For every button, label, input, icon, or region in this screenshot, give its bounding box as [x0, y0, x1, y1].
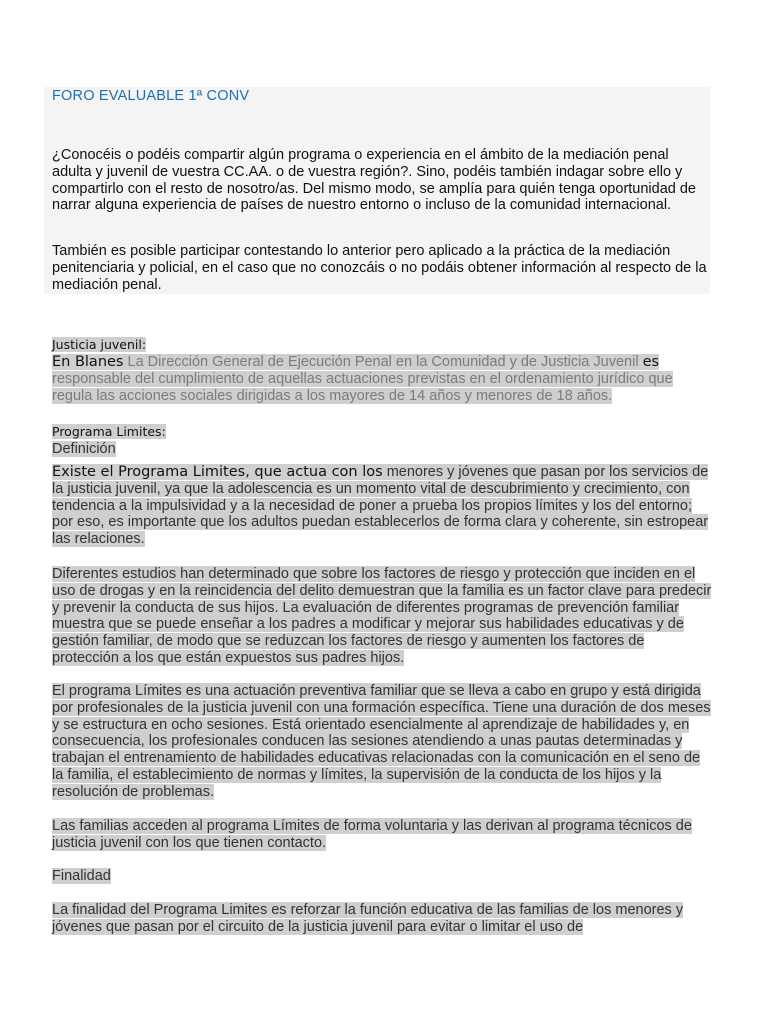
paragraph-blanes: [52, 354, 712, 404]
existe-rest: menores y jóvenes que pasan por los servicios de la justicia juvenil, ya que la adolescencia es un momento vital de descubrimiento y crecimiento, con tendencia a la impulsividad y a la necesidad de poner a prueba los propios límites y los del entorno; por eso, es importante que los adultos puedan establecerlos de forma clara y coherente, sin estropear las relaciones.: [52, 464, 709, 548]
blanes-lead: En Blanes: [52, 354, 124, 370]
paragraph-existe: [52, 464, 712, 548]
forum-title: FORO EVALUABLE 1ª CONV: [52, 88, 250, 104]
paragraph-estudios: Diferentes estudios han determinado que sobre los factores de riesgo y protección que inciden en el uso de drogas y en la reincidencia del delito demuestran que la familia es un factor clave para predecir y prevenir la conducta de sus hijos. La evaluación de diferentes programas de prevención familiar muestra que se puede enseñar a los padres a modificar y mejorar sus habilidades educativas y de gestión familiar, de modo que se reduzcan los factores de riesgo y aumenten los factores de protección a los que están expuestos sus padres hijos.: [52, 566, 712, 666]
blanes-es: es: [642, 354, 660, 370]
subheading-finalidad: Finalidad: [52, 868, 111, 884]
paragraph-familias: Las familias acceden al programa Límites de forma voluntaria y las derivan al programa técnicos de justicia juvenil con los que tienen contacto.: [52, 818, 692, 851]
section-label-justicia-juvenil: Justicia juvenil:: [52, 337, 147, 352]
subheading-definicion: Definición: [52, 441, 116, 457]
paragraph-programa: El programa Límites es una actuación preventiva familiar que se lleva a cabo en grupo y está dirigida por profesionales de la justicia juvenil con una formación específica. Tiene una duración de dos meses y se estructura en ocho sesiones. Está orientado esencialmente al aprendizaje de habilidades y, en consecuencia, los profesionales conducen las sesiones atendiendo a unas pautas determinadas y trabajan el entrenamiento de habilidades educativas relacionadas con la comunicación en el seno de la familia, el establecimiento de normas y límites, la supervisión de la conducta de los hijos y la resolución de problemas.: [52, 683, 711, 800]
blanes-rest: responsable del cumplimiento de aquellas actuaciones previstas en el ordenamiento jurídico que regula las acciones sociales dirigidas a los mayores de 14 años y menores de 18 años.: [52, 370, 673, 404]
existe-lead: Existe el Programa Limites, que actua con los: [52, 464, 383, 480]
forum-paragraph-2: También es posible participar contestando lo anterior pero aplicado a la práctica de la mediación penitenciaria y policial, en el caso que no conozcáis o no podáis obtener información al respecto de la mediación penal.: [52, 243, 707, 293]
section-label-programa-limites: Programa Limites:: [52, 424, 166, 439]
blanes-grey-text: La Dirección General de Ejecución Penal en la Comunidad y de Justicia Juvenil: [123, 354, 643, 370]
forum-paragraph-1: ¿Conocéis o podéis compartir algún programa o experiencia en el ámbito de la mediación penal adulta y juvenil de vuestra CC.AA. o de vuestra región?. Sino, podéis también indagar sobre ello y compartirlo con el resto de nosotro/as. Del mismo modo, se amplía para quién tenga oportunidad de narrar alguna experiencia de países de nuestro entorno o incluso de la comunidad internacional.: [52, 147, 696, 214]
paragraph-finalidad: La finalidad del Programa Limites es reforzar la función educativa de las familias de los menores y jóvenes que pasan por el circuito de la justicia juvenil para evitar o limitar el uso de: [52, 902, 684, 935]
